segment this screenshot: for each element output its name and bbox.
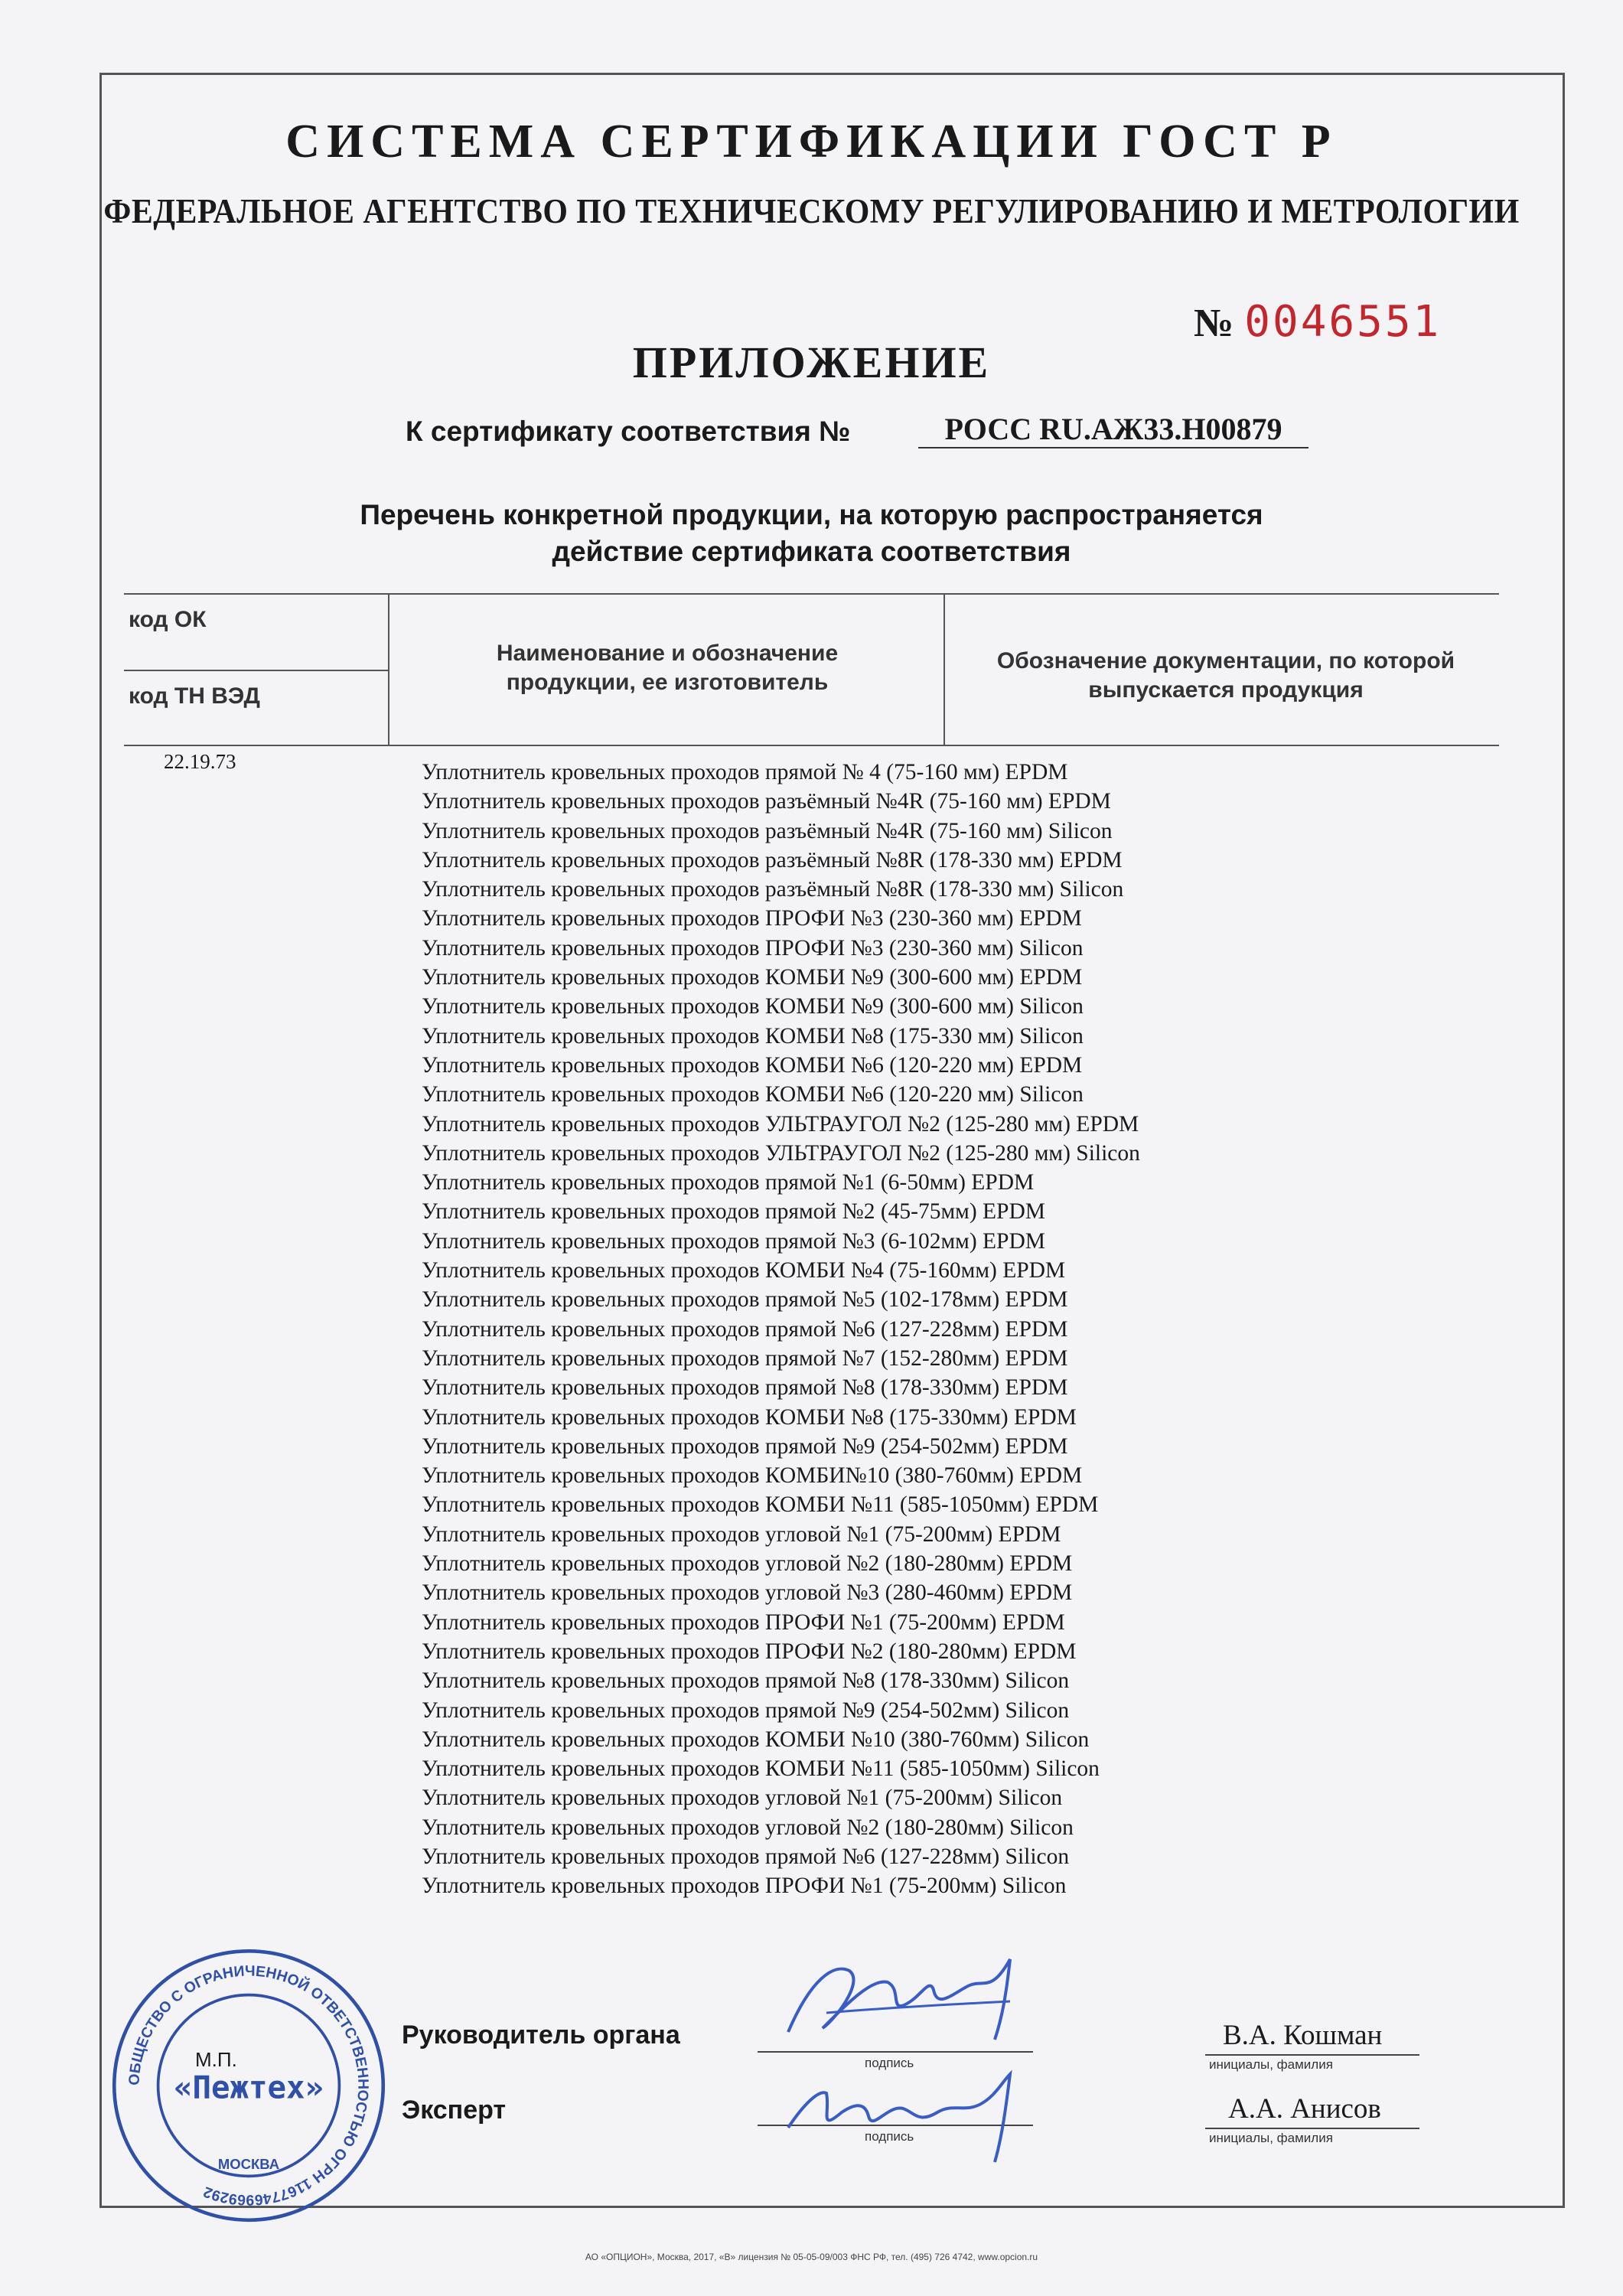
product-item: Уплотнитель кровельных проходов ПРОФИ №1 (75-200мм) EPDM <box>422 1609 1065 1635</box>
product-item: Уплотнитель кровельных проходов КОМБИ №11 (585-1050мм) Silicon <box>422 1756 1100 1782</box>
product-item: Уплотнитель кровельных проходов КОМБИ№10 (380-760мм) EPDM <box>422 1463 1083 1489</box>
product-item: Уплотнитель кровельных проходов разъёмный №8R (178-330 мм) Silicon <box>422 877 1124 902</box>
product-item: Уплотнитель кровельных проходов прямой № 4 (75-160 мм) EPDM <box>422 760 1068 784</box>
product-item: Уплотнитель кровельных проходов КОМБИ №4 (75-160мм) EPDM <box>422 1258 1066 1283</box>
stamp-ring-text: ОБЩЕСТВО С ОГРАНИЧЕННОЙ ОТВЕТСТВЕННОСТЬЮ ОГРН 1167746969292 <box>125 1962 372 2209</box>
product-item: Уплотнитель кровельных проходов УЛЬТРАУГОЛ №2 (125-280 мм) Silicon <box>422 1140 1140 1166</box>
expert-name-caption: инициалы, фамилия <box>1209 2131 1333 2145</box>
col-ok-code: код ОК <box>129 607 207 632</box>
organization-stamp <box>107 1944 390 2227</box>
product-item: Уплотнитель кровельных проходов прямой №6 (127-228мм) Silicon <box>422 1844 1070 1869</box>
product-item: Уплотнитель кровельных проходов прямой №8 (178-330мм) Silicon <box>422 1668 1070 1694</box>
stamp-place-label: М.П. <box>195 2048 237 2071</box>
certificate-number: РОСС RU.АЖ33.Н00879 <box>918 411 1309 448</box>
certification-system-title: СИСТЕМА СЕРТИФИКАЦИИ ГОСТ Р <box>285 116 1338 168</box>
page-title: ПРИЛОЖЕНИЕ <box>632 338 991 387</box>
product-item: Уплотнитель кровельных проходов разъёмный №8R (178-330 мм) EPDM <box>422 847 1123 872</box>
expert-name: А.А. Анисов <box>1228 2093 1381 2125</box>
product-item: Уплотнитель кровельных проходов угловой №1 (75-200мм) Silicon <box>422 1786 1063 1811</box>
product-item: Уплотнитель кровельных проходов прямой №8 (178-330мм) EPDM <box>422 1375 1068 1401</box>
product-item: Уплотнитель кровельных проходов ПРОФИ №3 (230-360 мм) Silicon <box>422 935 1084 960</box>
product-item: Уплотнитель кровельных проходов ПРОФИ №1 (75-200мм) Silicon <box>422 1874 1067 1899</box>
product-item: Уплотнитель кровельных проходов угловой №2 (180-280мм) Silicon <box>422 1815 1074 1840</box>
column-divider <box>943 595 945 745</box>
product-item: Уплотнитель кровельных проходов прямой №9 (254-502мм) Silicon <box>422 1698 1070 1723</box>
column-divider <box>388 595 389 745</box>
expert-name-line <box>1205 2128 1419 2129</box>
head-label: Руководитель органа <box>402 2020 680 2050</box>
product-item: Уплотнитель кровельных проходов ПРОФИ №2 (180-280мм) EPDM <box>422 1639 1077 1664</box>
certificate-label: К сертификату соответствия № <box>406 416 851 447</box>
product-item: Уплотнитель кровельных проходов КОМБИ №6 (120-220 мм) EPDM <box>422 1052 1083 1078</box>
ok-code-value: 22.19.73 <box>164 750 236 773</box>
product-item: Уплотнитель кровельных проходов разъёмный №4R (75-160 мм) Silicon <box>422 818 1113 843</box>
product-item: Уплотнитель кровельных проходов ПРОФИ №3 (230-360 мм) EPDM <box>422 906 1082 931</box>
product-item: Уплотнитель кровельных проходов угловой №3 (280-460мм) EPDM <box>422 1580 1073 1606</box>
product-item: Уплотнитель кровельных проходов угловой №1 (75-200мм) EPDM <box>422 1521 1061 1547</box>
product-item: Уплотнитель кровельных проходов прямой №6 (127-228мм) EPDM <box>422 1316 1068 1342</box>
stamp-city: МОСКВА <box>217 2156 280 2173</box>
head-name-line <box>1205 2054 1419 2056</box>
stamp-company-name: «Пежтех» <box>174 2069 324 2106</box>
row-divider <box>124 670 388 671</box>
product-item: Уплотнитель кровельных проходов угловой №2 (180-280мм) EPDM <box>422 1551 1073 1577</box>
agency-title: ФЕДЕРАЛЬНОЕ АГЕНТСТВО ПО ТЕХНИЧЕСКОМУ РЕГУЛИРОВАНИЮ И МЕТРОЛОГИИ <box>103 192 1520 230</box>
product-item: Уплотнитель кровельных проходов разъёмный №4R (75-160 мм) EPDM <box>422 789 1111 814</box>
col-tnved-code: код ТН ВЭД <box>129 683 260 709</box>
number-prefix: № <box>1194 302 1234 345</box>
table-header <box>124 593 1499 746</box>
product-item: Уплотнитель кровельных проходов КОМБИ №8 (175-330мм) EPDM <box>422 1404 1077 1430</box>
product-item: Уплотнитель кровельных проходов КОМБИ №9 (300-600 мм) EPDM <box>422 965 1083 990</box>
product-item: Уплотнитель кровельных проходов прямой №7 (152-280мм) EPDM <box>422 1345 1068 1371</box>
product-item: Уплотнитель кровельных проходов УЛЬТРАУГОЛ №2 (125-280 мм) EPDM <box>422 1111 1139 1137</box>
product-item: Уплотнитель кровельных проходов прямой №3 (6-102мм) EPDM <box>422 1228 1045 1254</box>
product-list <box>422 758 1140 1901</box>
product-item: Уплотнитель кровельных проходов КОМБИ №6 (120-220 мм) Silicon <box>422 1082 1084 1107</box>
footer-imprint: АО «ОПЦИОН», Москва, 2017, «В» лицензия № 05-05-09/003 ФНС РФ, тел. (495) 726 4742, www.opcion.ru <box>585 2252 1038 2262</box>
head-signature-caption: подпись <box>865 2056 914 2070</box>
product-item: Уплотнитель кровельных проходов прямой №1 (6-50мм) EPDM <box>422 1170 1035 1195</box>
head-name: В.А. Кошман <box>1223 2020 1383 2051</box>
expert-signature-caption: подпись <box>865 2129 914 2144</box>
head-signature <box>781 1948 1033 2055</box>
col-documentation: Обозначение документации, по которой выпускается продукция <box>996 648 1455 703</box>
expert-label: Эксперт <box>402 2095 507 2125</box>
subtitle-line-2: действие сертификата соответствия <box>552 536 1071 567</box>
product-item: Уплотнитель кровельных проходов прямой №2 (45-75мм) EPDM <box>422 1199 1045 1225</box>
col-product-name: Наименование и обозначение продукции, ее изготовитель <box>496 641 839 695</box>
form-number-value: 0046551 <box>1244 297 1442 347</box>
product-item: Уплотнитель кровельных проходов КОМБИ №8 (175-330 мм) Silicon <box>422 1023 1084 1049</box>
product-item: Уплотнитель кровельных проходов прямой №5 (102-178мм) EPDM <box>422 1287 1068 1313</box>
product-item: Уплотнитель кровельных проходов КОМБИ №9 (300-600 мм) Silicon <box>422 994 1084 1019</box>
product-item: Уплотнитель кровельных проходов прямой №9 (254-502мм) EPDM <box>422 1433 1068 1459</box>
head-name-caption: инициалы, фамилия <box>1209 2057 1333 2072</box>
subtitle-line-1: Перечень конкретной продукции, на которую распространяется <box>360 499 1263 530</box>
expert-signature <box>773 2059 1033 2166</box>
product-item: Уплотнитель кровельных проходов КОМБИ №11 (585-1050мм) EPDM <box>422 1492 1099 1518</box>
product-item: Уплотнитель кровельных проходов КОМБИ №10 (380-760мм) Silicon <box>422 1727 1090 1752</box>
